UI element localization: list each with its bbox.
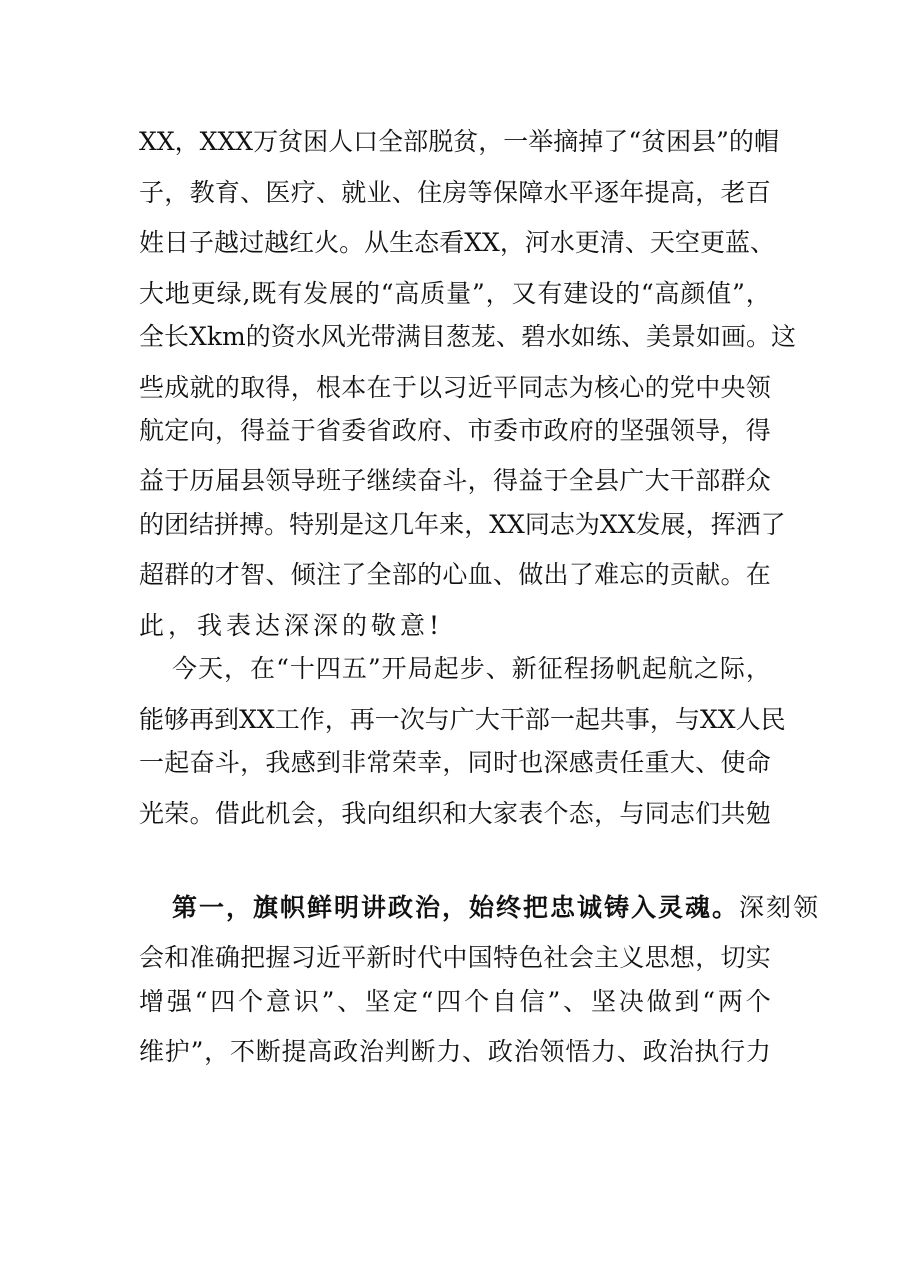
paragraph-1-line-9: 的 团 结 拼 搏 。 特 别 是 这 几 年 来 ， X X 同 志 为 X X 发 展 ， 挥 洒 了 [139, 510, 786, 539]
paragraph-1-line-7: 航 定 向 ， 得 益 于 省 委 省 政 府 、 市 委 市 政 府 的 坚 强 领 导 ， 得 [139, 416, 771, 445]
paragraph-1-line-8: 益 于 历 届 县 领 导 班 子 继 续 奋 斗 ， 得 益 于 全 县 广 大 干 部 群 众 [139, 466, 771, 495]
paragraph-3-heading-tail: 深刻领 [739, 893, 821, 922]
paragraph-1-line-3: 姓 日 子 越 过 越 红 火 。 从 生 态 看 X X ， 河 水 更 清 、 天 空 更 蓝 、 [139, 228, 775, 257]
paragraph-1-line-6: 些 成 就 的 取 得 ， 根 本 在 于 以 习 近 平 同 志 为 核 心 的 党 中 央 领 [139, 373, 771, 402]
paragraph-1-line-10: 超 群 的 才 智 、 倾 注 了 全 部 的 心 血 、 做 出 了 难 忘 的 贡 献 。 在 [139, 560, 771, 589]
paragraph-3-line-3: 增 强 “ 四 个 意 识 ” 、 坚 定 “ 四 个 自 信 ” 、 坚 决 做 到 “ 两 个 [139, 987, 771, 1016]
paragraph-1-line-4: 大 地 更 绿 , 既 有 发 展 的 “ 高 质 量 ” ， 又 有 建 设 的 “ 高 颜 值 ” ， [139, 279, 771, 308]
paragraph-2-line-2: 能 够 再 到 X X 工 作 ， 再 一 次 与 广 大 干 部 一 起 共 事 ， 与 X X 人 民 [139, 705, 786, 734]
paragraph-1-line-5: 全 长 X k m 的 资 水 风 光 带 满 目 葱 茏 、 碧 水 如 练 、 美 景 如 画 。 这 [139, 322, 797, 351]
paragraph-2-line-4: 光 荣 。 借 此 机 会 ， 我 向 组 织 和 大 家 表 个 态 ， 与 同 志 们 共 勉 [139, 799, 771, 828]
paragraph-1-line-1: X X ， X X X 万 贫 困 人 口 全 部 脱 贫 ， 一 举 摘 掉 了 “ 贫 困 县 ” 的 帽 [139, 127, 779, 156]
paragraph-2-line-1: 今 天 ， 在 “ 十 四 五 ” 开 局 起 步 、 新 征 程 扬 帆 起 航 之 际 ， [172, 654, 771, 683]
paragraph-2-line-3: 一 起 奋 斗 ， 我 感 到 非 常 荣 幸 ， 同 时 也 深 感 责 任 重 大 、 使 命 [139, 748, 771, 777]
paragraph-3-line-1 [172, 888, 821, 928]
paragraph-3-heading: 第一，旗帜鲜明讲政治，始终把忠诚铸入灵魂。 [172, 893, 740, 922]
paragraph-3-line-2: 会 和 准 确 把 握 习 近 平 新 时 代 中 国 特 色 社 会 主 义 思 想 ， 切 实 [139, 943, 771, 972]
paragraph-1-line-11: 此，我表达深深的敬意! [139, 611, 444, 640]
paragraph-1-line-2: 子 ， 教 育 、 医 疗 、 就 业 、 住 房 等 保 障 水 平 逐 年 提 高 ， 老 百 [139, 178, 771, 207]
paragraph-3-line-4: 维 护 ” ， 不 断 提 高 政 治 判 断 力 、 政 治 领 悟 力 、 政 治 执 行 力 [139, 1037, 771, 1066]
